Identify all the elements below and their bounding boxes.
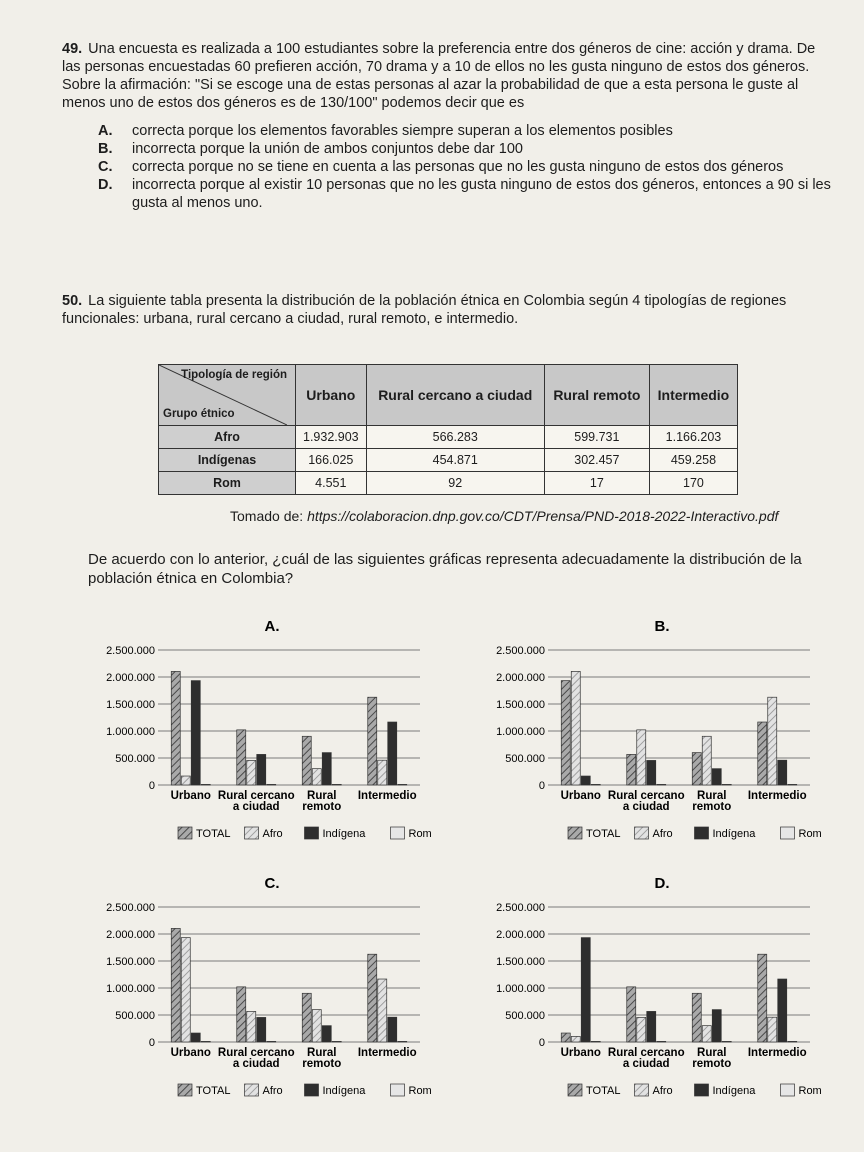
bar-afro: [378, 760, 387, 785]
legend-label: Afro: [262, 1085, 283, 1097]
table-cell: 302.457: [544, 449, 649, 472]
table-cell: 566.283: [366, 426, 544, 449]
bar-indigena: [581, 776, 590, 785]
legend-label: TOTAL: [586, 1085, 621, 1097]
category-label: Urbano: [170, 790, 211, 802]
bar-rom: [267, 1041, 276, 1042]
legend-swatch-total: [568, 1084, 582, 1096]
bar-total: [237, 730, 246, 785]
bar-afro: [702, 1026, 711, 1042]
category-label: Rural cercano a ciudad: [217, 1047, 295, 1070]
ethnic-population-table: [158, 364, 738, 495]
bar-indigena: [647, 760, 656, 785]
y-tick-label: 1.000.000: [106, 983, 155, 995]
legend-swatch-afro: [635, 1084, 649, 1096]
option-text: incorrecta porque la unión de ambos conjuntos debe dar 100: [132, 141, 523, 157]
bar-afro: [247, 760, 256, 785]
category-label: Rural remoto: [302, 1047, 342, 1070]
bar-total: [758, 722, 767, 785]
category-label: Intermedio: [357, 1047, 417, 1059]
table-cell: 17: [544, 472, 649, 495]
y-tick-label: 2.000.000: [106, 672, 155, 684]
option-b[interactable]: [98, 140, 832, 158]
chart-panel-a[interactable]: [40, 615, 440, 865]
bar-afro: [571, 1036, 580, 1042]
legend-label: Indígena: [322, 1085, 366, 1097]
bar-total: [302, 993, 311, 1042]
bar-indigena: [191, 681, 200, 785]
table-cell: 459.258: [649, 449, 737, 472]
question-49-number: 49.: [62, 41, 83, 57]
category-label: Urbano: [170, 1047, 211, 1059]
bar-total: [627, 987, 636, 1042]
option-letter: C.: [98, 159, 113, 175]
column-header: Rural remoto: [544, 365, 649, 426]
bar-rom: [722, 1041, 731, 1042]
legend-swatch-rom: [781, 827, 795, 839]
source-label: Tomado de:: [230, 508, 304, 524]
row-header: Afro: [159, 426, 296, 449]
bar-total: [561, 1033, 570, 1042]
table-cell: 1.166.203: [649, 426, 737, 449]
legend-swatch-rom: [391, 1084, 405, 1096]
legend-label: TOTAL: [196, 828, 231, 840]
bar-indigena: [322, 753, 331, 785]
legend-label: Afro: [262, 828, 283, 840]
chart-label: C.: [264, 875, 280, 892]
bar-rom: [201, 784, 210, 785]
question-50: [62, 292, 832, 328]
bar-indigena: [191, 1033, 200, 1042]
category-label: Rural remoto: [692, 1047, 732, 1070]
bar-total: [692, 753, 701, 785]
legend-label: Rom: [408, 828, 432, 840]
bar-chart: [40, 872, 440, 1122]
y-tick-label: 2.000.000: [106, 929, 155, 941]
table-corner-cell: [159, 365, 296, 426]
y-tick-label: 0: [148, 780, 155, 792]
bar-afro: [637, 730, 646, 785]
chart-panel-b[interactable]: [430, 615, 830, 865]
bar-afro: [247, 1011, 256, 1042]
category-label: Rural cercano a ciudad: [607, 790, 685, 813]
bar-total: [758, 954, 767, 1042]
y-tick-label: 500.000: [505, 1010, 545, 1022]
bar-indigena: [712, 1010, 721, 1042]
table-cell: 92: [366, 472, 544, 495]
option-letter: A.: [98, 123, 113, 139]
option-letter: B.: [98, 141, 113, 157]
bar-indigena: [257, 1017, 266, 1042]
legend-label: Rom: [798, 828, 822, 840]
bar-indigena: [388, 1017, 397, 1042]
table-cell: 170: [649, 472, 737, 495]
legend-swatch-total: [568, 827, 582, 839]
chart-label: D.: [654, 875, 670, 892]
y-tick-label: 1.500.000: [496, 699, 545, 711]
bar-rom: [201, 1041, 210, 1042]
y-tick-label: 2.500.000: [106, 902, 155, 914]
bar-total: [368, 697, 377, 785]
bar-afro: [312, 1010, 321, 1042]
legend-swatch-indigena: [305, 827, 319, 839]
corner-bottom-label: Grupo étnico: [163, 408, 235, 420]
y-tick-label: 2.500.000: [496, 902, 545, 914]
bar-chart: [430, 872, 830, 1122]
column-header: Intermedio: [649, 365, 737, 426]
option-c[interactable]: [98, 158, 832, 176]
legend-label: Afro: [652, 1085, 673, 1097]
bar-afro: [571, 671, 580, 785]
source-citation: [230, 508, 778, 524]
y-tick-label: 2.000.000: [496, 929, 545, 941]
y-tick-label: 1.000.000: [496, 983, 545, 995]
y-tick-label: 1.000.000: [106, 726, 155, 738]
option-d[interactable]: [98, 176, 832, 212]
y-tick-label: 500.000: [505, 753, 545, 765]
legend-swatch-rom: [391, 827, 405, 839]
option-text: correcta porque no se tiene en cuenta a las personas que no les gusta ninguno de estos dos géneros: [132, 159, 784, 175]
y-tick-label: 500.000: [115, 753, 155, 765]
bar-indigena: [778, 979, 787, 1042]
bar-afro: [768, 697, 777, 785]
y-tick-label: 1.000.000: [496, 726, 545, 738]
bar-rom: [657, 784, 666, 785]
legend-label: Indígena: [322, 828, 366, 840]
category-label: Intermedio: [747, 1047, 807, 1059]
bar-indigena: [257, 754, 266, 785]
bar-total: [627, 754, 636, 785]
bar-total: [368, 954, 377, 1042]
y-tick-label: 0: [538, 780, 545, 792]
bar-total: [171, 928, 180, 1042]
question-49-options: [62, 122, 832, 212]
bar-indigena: [388, 722, 397, 785]
option-a[interactable]: [98, 122, 832, 140]
bar-rom: [788, 1041, 797, 1042]
bar-afro: [378, 979, 387, 1042]
table-header-row: [159, 365, 738, 426]
table-cell: 599.731: [544, 426, 649, 449]
bar-indigena: [581, 938, 590, 1042]
y-tick-label: 1.500.000: [106, 699, 155, 711]
table-row: [159, 426, 738, 449]
bar-rom: [788, 784, 797, 785]
y-tick-label: 2.500.000: [496, 645, 545, 657]
legend-label: Afro: [652, 828, 673, 840]
y-tick-label: 1.500.000: [496, 956, 545, 968]
legend-swatch-afro: [245, 827, 259, 839]
category-label: Intermedio: [357, 790, 417, 802]
bar-afro: [637, 1017, 646, 1042]
option-text: correcta porque los elementos favorables siempre superan a los elementos posibles: [132, 123, 673, 139]
bar-afro: [768, 1017, 777, 1042]
chart-panel-c[interactable]: [40, 872, 440, 1122]
table-row: [159, 472, 738, 495]
option-letter: D.: [98, 177, 113, 193]
bar-rom: [332, 1041, 341, 1042]
legend-label: Rom: [798, 1085, 822, 1097]
y-tick-label: 0: [148, 1037, 155, 1049]
legend-label: Indígena: [712, 828, 756, 840]
legend-swatch-indigena: [695, 827, 709, 839]
bar-indigena: [647, 1011, 656, 1042]
question-50-prompt: De acuerdo con lo anterior, ¿cuál de las siguientes gráficas representa adecuadamente la distribución de la población étnica en Colombia?: [88, 551, 802, 587]
question-49: [62, 40, 832, 212]
bar-total: [302, 736, 311, 785]
legend-label: TOTAL: [586, 828, 621, 840]
question-50-stem: La siguiente tabla presenta la distribución de la población étnica en Colombia según 4 tipologías de regiones funcionales: urbana, rural cercano a ciudad, rural remoto, e intermedio.: [62, 293, 787, 327]
bar-indigena: [322, 1026, 331, 1042]
category-label: Rural cercano a ciudad: [217, 790, 295, 813]
table-cell: 1.932.903: [296, 426, 367, 449]
bar-rom: [591, 784, 600, 785]
bar-indigena: [712, 769, 721, 785]
table-cell: 4.551: [296, 472, 367, 495]
question-49-stem-wrap: [62, 40, 832, 112]
bar-afro: [702, 736, 711, 785]
bar-rom: [398, 1041, 407, 1042]
chart-label: B.: [654, 618, 670, 635]
legend-swatch-afro: [245, 1084, 259, 1096]
row-header: Rom: [159, 472, 296, 495]
legend-label: Indígena: [712, 1085, 756, 1097]
legend-swatch-indigena: [305, 1084, 319, 1096]
bar-rom: [332, 784, 341, 785]
category-label: Rural cercano a ciudad: [607, 1047, 685, 1070]
question-50-number: 50.: [62, 293, 83, 309]
y-tick-label: 500.000: [115, 1010, 155, 1022]
bar-rom: [722, 784, 731, 785]
legend-swatch-total: [178, 1084, 192, 1096]
category-label: Rural remoto: [692, 790, 732, 813]
y-tick-label: 2.000.000: [496, 672, 545, 684]
row-header: Indígenas: [159, 449, 296, 472]
table-row: [159, 449, 738, 472]
bar-rom: [591, 1041, 600, 1042]
y-tick-label: 1.500.000: [106, 956, 155, 968]
legend-swatch-indigena: [695, 1084, 709, 1096]
question-49-stem: Una encuesta es realizada a 100 estudiantes sobre la preferencia entre dos géneros de cine: acción y drama. De las personas encuestadas 60 prefieren acción, 70 drama y a 10 de ellos no les gusta ninguno de estos dos géneros. Sobre la afirmación: "Si se escoge una de estas personas al azar la probabilidad de que a esta persona le guste al menos uno de estos dos géneros es de 130/100" podemos decir que es: [62, 41, 816, 111]
table-cell: 454.871: [366, 449, 544, 472]
category-label: Intermedio: [747, 790, 807, 802]
chart-panel-d[interactable]: [430, 872, 830, 1122]
category-label: Urbano: [560, 1047, 601, 1059]
corner-top-label: Tipología de región: [181, 369, 287, 381]
category-label: Urbano: [560, 790, 601, 802]
column-header: Urbano: [296, 365, 367, 426]
bar-chart: [40, 615, 440, 865]
bar-rom: [657, 1041, 666, 1042]
bar-indigena: [778, 760, 787, 785]
bar-total: [171, 671, 180, 785]
legend-swatch-rom: [781, 1084, 795, 1096]
chart-label: A.: [264, 618, 280, 635]
y-tick-label: 2.500.000: [106, 645, 155, 657]
bar-rom: [398, 784, 407, 785]
column-header: Rural cercano a ciudad: [366, 365, 544, 426]
option-text: incorrecta porque al existir 10 personas que no les gusta ninguno de estos dos géneros, entonces a 90 si les gusta al menos uno.: [132, 177, 831, 211]
bar-afro: [181, 776, 190, 785]
bar-total: [561, 681, 570, 785]
bar-rom: [267, 784, 276, 785]
legend-label: Rom: [408, 1085, 432, 1097]
legend-swatch-afro: [635, 827, 649, 839]
bar-chart: [430, 615, 830, 865]
bar-total: [692, 993, 701, 1042]
legend-label: TOTAL: [196, 1085, 231, 1097]
bar-afro: [312, 769, 321, 785]
source-url: https://colaboracion.dnp.gov.co/CDT/Prensa/PND-2018-2022-Interactivo.pdf: [307, 508, 779, 524]
legend-swatch-total: [178, 827, 192, 839]
y-tick-label: 0: [538, 1037, 545, 1049]
table-cell: 166.025: [296, 449, 367, 472]
bar-afro: [181, 938, 190, 1042]
category-label: Rural remoto: [302, 790, 342, 813]
bar-total: [237, 987, 246, 1042]
